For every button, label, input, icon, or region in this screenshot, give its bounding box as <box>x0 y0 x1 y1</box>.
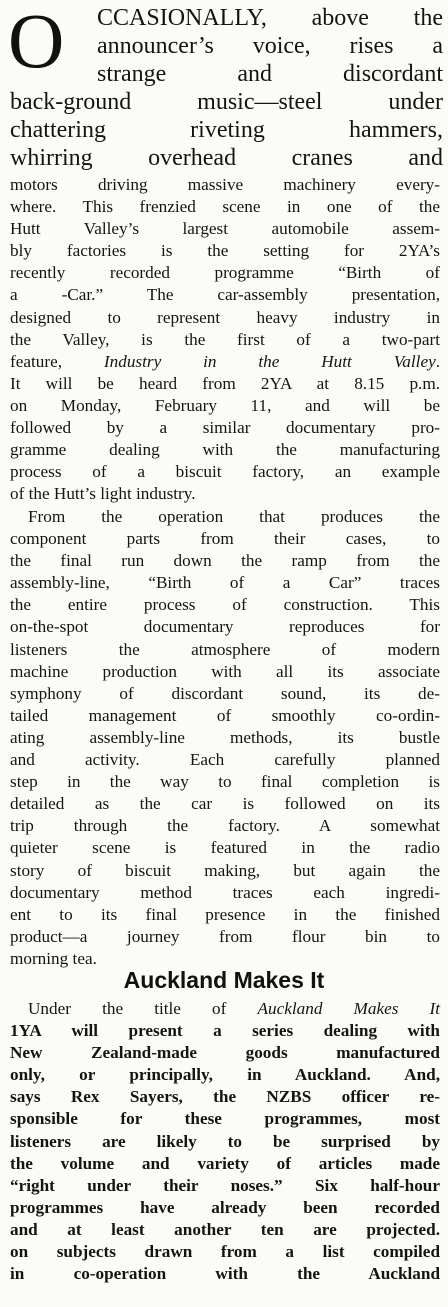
paragraph-1-line: bly factories is the setting for 2YA’s <box>10 241 440 261</box>
paragraph-3-line: Under the title of Auckland Makes It <box>28 999 441 1018</box>
paragraph-2-line: symphony of discordant sound, its de- <box>10 683 440 703</box>
paragraph-2-line: and activity. Each carefully planned <box>10 750 440 770</box>
intro-line-6: whirring overhead cranes and <box>10 145 443 171</box>
paragraph-3-line: on subjects drawn from a list compiled <box>10 1242 440 1262</box>
paragraph-1-line: feature, Industry in the Hutt Valley. <box>10 351 441 371</box>
paragraph-2-line: tailed management of smoothly co-ordin- <box>10 705 440 725</box>
paragraph-1-line: recently recorded programme “Birth of <box>10 263 440 283</box>
paragraph-2-line: quieter scene is featured in the radio <box>10 838 440 858</box>
intro-line-5: chattering riveting hammers, <box>10 117 443 143</box>
paragraph-2-line: ent to its final presence in the finished <box>10 904 440 924</box>
paragraph-2 <box>10 506 440 970</box>
paragraph-3 <box>10 998 440 1285</box>
paragraph-1-line: the Valley, is the first of a two-part <box>10 329 440 349</box>
paragraph-2-line: listeners the atmosphere of modern <box>10 639 440 659</box>
paragraph-1-line: gramme dealing with the manufacturing <box>10 440 440 460</box>
drop-cap-letter: O <box>8 0 65 84</box>
paragraph-1-line: followed by a similar documentary pro- <box>10 418 440 438</box>
paragraph-2-line: product—a journey from flour bin to <box>10 926 440 946</box>
paragraph-1-line: motors driving massive machinery every- <box>10 175 440 194</box>
paragraph-2-line: From the operation that produces the <box>28 507 440 526</box>
intro-uppercase-lines <box>97 4 443 88</box>
paragraph-2-line: morning tea. <box>10 948 97 968</box>
intro-wide-lines <box>10 88 443 172</box>
intro-line-4: back-ground music—steel under <box>10 89 443 115</box>
italic-title: Industry in the Hutt Valley <box>103 351 436 371</box>
paragraph-2-line: the final run down the ramp from the <box>10 551 440 571</box>
paragraph-3-line: says Rex Sayers, the NZBS officer re- <box>10 1087 440 1107</box>
paragraph-2-line: component parts from their cases, to <box>10 529 440 549</box>
paragraph-3-line: only, or principally, in Auckland. And, <box>10 1065 440 1085</box>
paragraph-2-line: machine production with all its associate <box>10 661 440 681</box>
paragraph-3-line: New Zealand-made goods manufactured <box>10 1043 440 1063</box>
paragraph-2-line: assembly-line, “Birth of a Car” traces <box>10 573 440 593</box>
paragraph-3-line: listeners are likely to be surprised by <box>10 1131 440 1151</box>
paragraph-2-line: on-the-spot documentary reproduces for <box>10 617 440 637</box>
paragraph-1-line: Hutt Valley’s largest automobile assem- <box>10 219 440 239</box>
paragraph-1-line: where. This frenzied scene in one of the <box>10 197 440 217</box>
intro-line-2: announcer’s voice, rises a <box>97 33 443 59</box>
paragraph-2-line: story of biscuit making, but again the <box>10 860 440 880</box>
paragraph-2-line: detailed as the car is followed on its <box>10 794 440 814</box>
paragraph-3-line: sponsible for these programmes, most <box>10 1109 440 1129</box>
paragraph-2-line: step in the way to final completion is <box>10 772 440 792</box>
section-heading: Auckland Makes It <box>123 967 325 993</box>
paragraph-3-line: “right under their noses.” Six half-hour <box>10 1175 440 1195</box>
intro-line-3: strange and discordant <box>97 61 443 87</box>
paragraph-1-line: on Monday, February 11, and will be <box>10 395 440 415</box>
paragraph-2-line: ating assembly-line methods, its bustle <box>10 727 440 747</box>
paragraph-3-line: the volume and variety of articles made <box>10 1153 440 1173</box>
paragraph-3-line: in co-operation with the Auckland <box>10 1264 440 1284</box>
paragraph-3-line: programmes have already been recorded <box>10 1197 440 1217</box>
paragraph-1-line: It will be heard from 2YA at 8.15 p.m. <box>10 373 440 393</box>
paragraph-1-line: designed to represent heavy industry in <box>10 307 440 327</box>
paragraph-1-line: of the Hutt’s light industry. <box>10 484 196 504</box>
italic-title: Auckland Makes It <box>257 999 441 1018</box>
paragraph-2-line: trip through the factory. A somewhat <box>10 816 440 836</box>
paragraph-3-line: and at least another ten are projected. <box>10 1219 440 1239</box>
paragraph-1-line: process of a biscuit factory, an example <box>10 462 440 482</box>
paragraph-1 <box>10 174 440 505</box>
paragraph-2-line: documentary method traces each ingredi- <box>10 882 440 902</box>
paragraph-3-line: 1YA will present a series dealing with <box>10 1021 440 1041</box>
paragraph-1-line: a -Car.” The car-assembly presentation, <box>10 285 440 305</box>
intro-line-1: CCASIONALLY, above the <box>97 5 443 31</box>
paragraph-2-line: the entire process of construction. This <box>10 595 440 615</box>
